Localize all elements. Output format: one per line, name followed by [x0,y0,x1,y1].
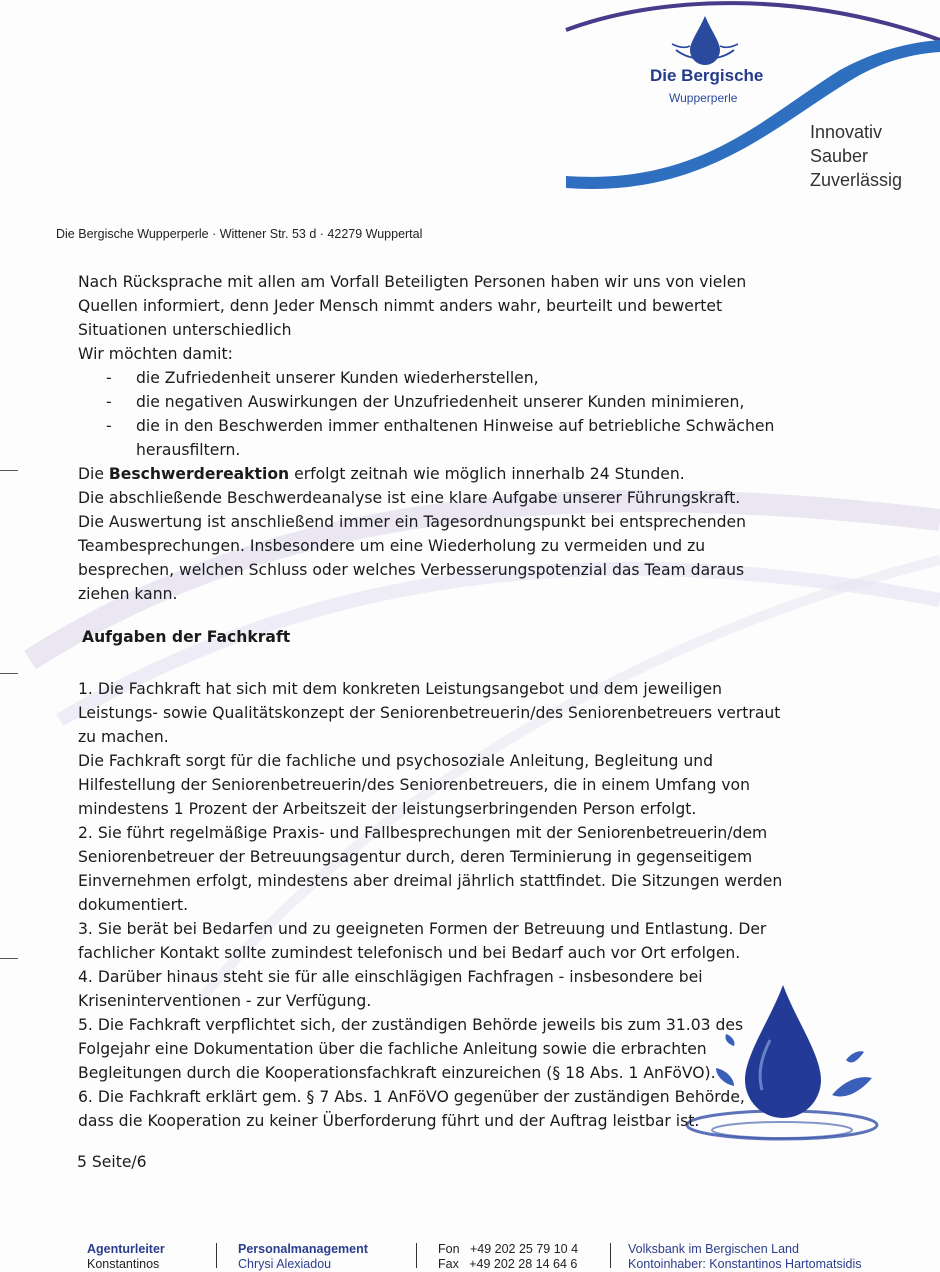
text-line: zu machen. [78,728,169,746]
footer-separator [610,1243,611,1268]
text-line: 2. Sie führt regelmäßige Praxis- und Fallbesprechungen mit der Seniorenbetreuerin/dem [78,824,768,842]
text-line: Leistungs- sowie Qualitätskonzept der Seniorenbetreuerin/des Seniorenbetreuers vertraut [78,704,781,722]
tagline-line: Sauber [810,146,869,166]
list-item: die in den Beschwerden immer enthaltenen Hinweise auf betriebliche Schwächen [136,417,775,435]
text-line: dass die Kooperation zu keiner Überforderung führt und der Auftrag leistbar ist. [78,1112,700,1130]
fold-mark [0,673,18,674]
text-line: 5. Die Fachkraft verpflichtet sich, der zuständigen Behörde jeweils bis zum 31.03 des [78,1016,744,1034]
text-line: Situationen unterschiedlich [78,321,292,339]
text-line: mindestens 1 Prozent der Arbeitszeit der leistungserbringenden Person erfolgt. [78,800,697,818]
text-line: Kriseninterventionen - zur Verfügung. [78,992,372,1010]
reaction-suffix: erfolgt zeitnah wie möglich innerhalb 24 Stunden. [289,465,685,483]
footer-label: Personalmanagement [238,1242,368,1256]
text-line: dokumentiert. [78,896,189,914]
list-item: die Zufriedenheit unserer Kunden wiederherstellen, [136,369,539,387]
text-line: 3. Sie berät bei Bedarfen und zu geeigneten Formen der Betreuung und Entlastung. Der [78,920,767,938]
sender-address: Die Bergische Wupperperle · Wittener Str. 53 d · 42279 Wuppertal [56,227,423,241]
logo-title: Die Bergische [650,66,764,85]
list-item: herausfiltern. [136,441,241,459]
text-line: Teambesprechungen. Insbesondere um eine Wiederholung zu vermeiden und zu [78,537,706,555]
page-number: 5 Seite/6 [77,1153,147,1171]
footer-separator [216,1243,217,1268]
footer-label: Agenturleiter [87,1242,165,1256]
logo-drop-icon [672,16,738,65]
text-line: Die Auswertung ist anschließend immer ein Tagesordnungspunkt bei entsprechenden [78,513,746,531]
footer-fax: Fax +49 202 28 14 64 6 [438,1257,578,1271]
text-line: Nach Rücksprache mit allen am Vorfall Beteiligten Personen haben wir uns von vielen [78,273,747,291]
bullet-marker: - [106,417,112,435]
text-line: Folgejahr eine Dokumentation über die fachliche Anleitung sowie die erbrachten [78,1040,707,1058]
logo-subtitle: Wupperperle [669,91,738,105]
text-line: Wir möchten damit: [78,345,233,363]
footer-bank-name: Volksbank im Bergischen Land [628,1242,799,1256]
bullet-marker: - [106,393,112,411]
text-line: Seniorenbetreuer der Betreuungsagentur durch, deren Terminierung in gegenseitigem [78,848,753,866]
footer-account-holder: Kontoinhaber: Konstantinos Hartomatsidis [628,1257,862,1271]
text-line: Einvernehmen erfolgt, mindestens aber dreimal jährlich stattfindet. Die Sitzungen werden [78,872,783,890]
footer-phone: Fon +49 202 25 79 10 4 [438,1242,579,1256]
fold-mark [0,958,18,959]
text-line: Die Fachkraft sorgt für die fachliche und psychosoziale Anleitung, Begleitung und [78,752,714,770]
footer-value: Konstantinos [87,1257,160,1271]
text-line: 6. Die Fachkraft erklärt gem. § 7 Abs. 1 AnFöVO gegenüber der zuständigen Behörde, [78,1088,745,1106]
tagline-line: Innovativ [810,122,883,142]
text-line: Hilfestellung der Seniorenbetreuerin/des Seniorenbetreuers, die in einem Umfang von [78,776,750,794]
list-item: die negativen Auswirkungen der Unzufriedenheit unserer Kunden minimieren, [136,393,745,411]
reaction-line [78,462,685,486]
footer-separator [416,1243,417,1268]
text-line: Quellen informiert, denn Jeder Mensch nimmt anders wahr, beurteilt und bewertet [78,297,723,315]
text-line: Die abschließende Beschwerdeanalyse ist eine klare Aufgabe unserer Führungskraft. [78,489,741,507]
text-line: 1. Die Fachkraft hat sich mit dem konkreten Leistungsangebot und dem jeweiligen [78,680,723,698]
reaction-prefix: Die [78,465,109,483]
text-line: ziehen kann. [78,585,178,603]
tagline-line: Zuverlässig [810,170,903,190]
text-line: Begleitungen durch die Kooperationsfachkraft einzureichen (§ 18 Abs. 1 AnFöVO). [78,1064,716,1082]
text-line: fachlicher Kontakt sollte zumindest telefonisch und bei Bedarf auch vor Ort erfolgen. [78,944,741,962]
reaction-bold-term: Beschwerdereaktion [108,465,290,483]
bullet-marker: - [106,369,112,387]
text-line: 4. Darüber hinaus steht sie für alle einschlägigen Fachfragen - insbesondere bei [78,968,703,986]
fold-mark [0,470,18,471]
section-heading: Aufgaben der Fachkraft [82,628,291,646]
footer-value: Chrysi Alexiadou [238,1257,332,1271]
text-line: besprechen, welchen Schluss oder welches Verbesserungspotenzial das Team daraus [78,561,745,579]
